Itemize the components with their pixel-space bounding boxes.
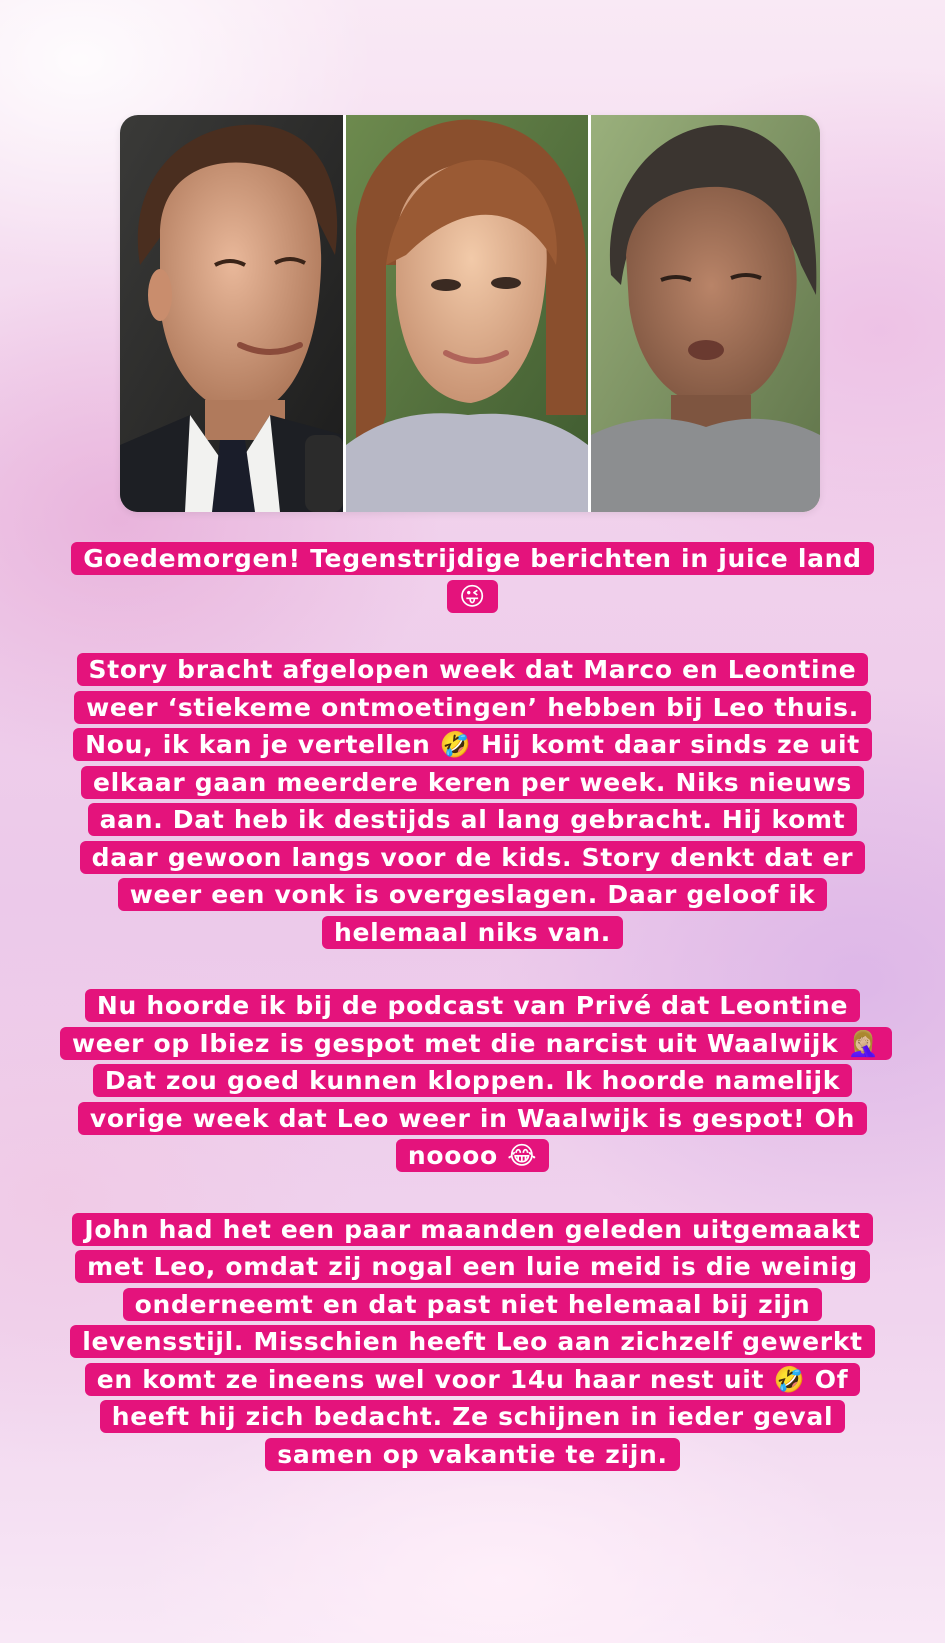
photo-man-grey-shirt [591,115,820,512]
story-captions [60,540,885,1509]
caption-prive-podcast: Nu hoorde ik bij de podcast van Privé dat Leontine weer op Ibiez is gespot met die narcist uit Waalwijk 🤦🏼‍♀️ Dat zou goed kunnen kloppen. Ik hoorde namelijk vorige week dat Leo weer in Waalwijk is gespot! Oh noooo 😂 [60,987,885,1175]
photo-man-in-suit [120,115,343,512]
caption-greeting: Goedemorgen! Tegenstrijdige berichten in juice land 😜 [60,540,885,615]
caption-john-leo: John had het een paar maanden geleden uitgemaakt met Leo, omdat zij nogal een luie meid is die weinig onderneemt en dat past niet helemaal bij zijn levensstijl. Misschien heeft Leo aan zichzelf gewerkt en komt ze ineens wel voor 14u haar nest uit 🤣 Of heeft hij zich bedacht. Ze schijnen in ieder geval samen op vakantie te zijn. [60,1211,885,1474]
caption-story-report: Story bracht afgelopen week dat Marco en Leontine weer ‘stiekeme ontmoetingen’ hebben bij Leo thuis. Nou, ik kan je vertellen 🤣 Hij komt daar sinds ze uit elkaar gaan meerdere keren per week. Niks nieuws aan. Dat heb ik destijds al lang gebracht. Hij komt daar gewoon langs voor de kids. Story denkt dat er weer een vonk is overgeslagen. Daar geloof ik helemaal niks van. [60,651,885,951]
photo-collage [120,115,820,512]
photo-woman-smiling [346,115,588,512]
